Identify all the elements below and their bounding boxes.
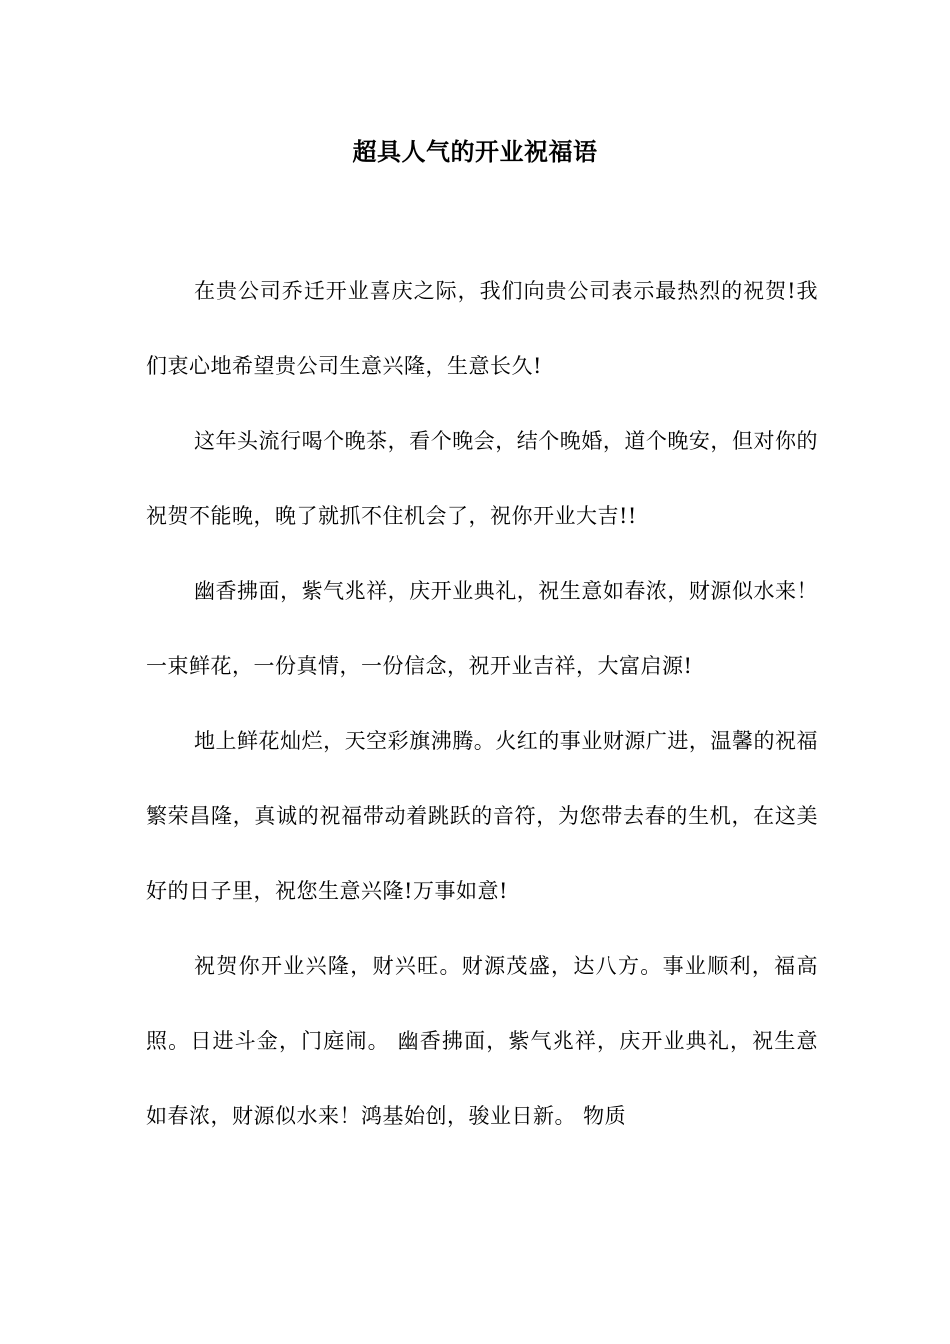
- paragraph: 地上鲜花灿烂，天空彩旗沸腾。火红的事业财源广进，温馨的祝福繁荣昌隆，真诚的祝福带动着跳跃的音符，为您带去春的生机，在这美好的日子里，祝您生意兴隆!万事如意!: [146, 729, 818, 903]
- paragraph: 这年头流行喝个晚茶，看个晚会，结个晚婚，道个晚安，但对你的祝贺不能晚，晚了就抓不住机会了，祝你开业大吉!!: [146, 429, 818, 528]
- document-body: [146, 254, 818, 1154]
- paragraph: 幽香拂面，紫气兆祥，庆开业典礼，祝生意如春浓，财源似水来！一束鲜花，一份真情，一份信念，祝开业吉祥，大富启源!: [146, 579, 818, 678]
- document-title: 超具人气的开业祝福语: [352, 138, 598, 166]
- paragraph: 祝贺你开业兴隆，财兴旺。财源茂盛，达八方。事业顺利，福高照。日进斗金，门庭闹。 幽香拂面，紫气兆祥，庆开业典礼，祝生意如春浓，财源似水来！鸿基始创，骏业日新。 物质: [146, 954, 818, 1128]
- paragraph: 在贵公司乔迁开业喜庆之际，我们向贵公司表示最热烈的祝贺!我们衷心地希望贵公司生意兴隆，生意长久!: [146, 279, 818, 378]
